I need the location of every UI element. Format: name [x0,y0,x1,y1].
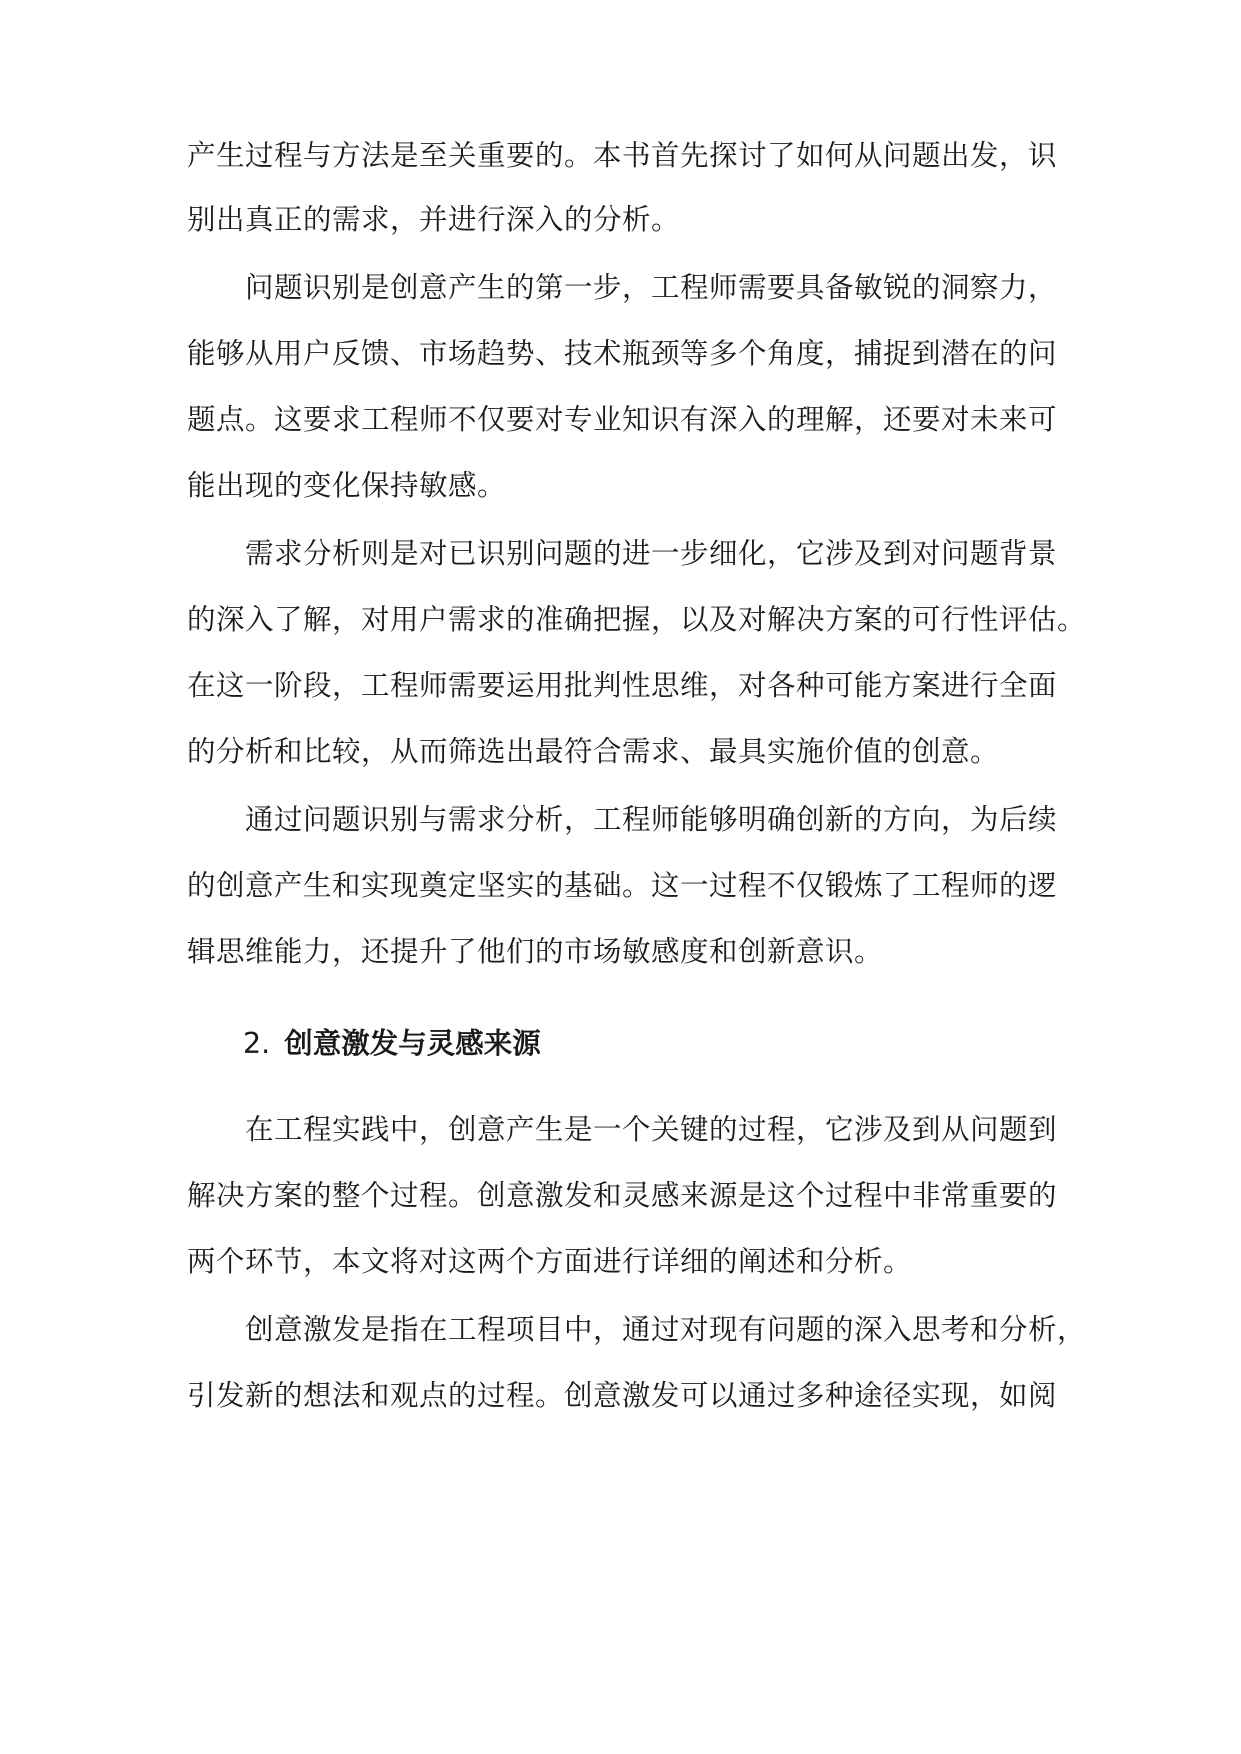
paragraph-line: 辑思维能力，还提升了他们的市场敏感度和创新意识。 [187,935,884,968]
paragraph-line: 题点。这要求工程师不仅要对专业知识有深入的理解，还要对未来可 [187,403,1058,436]
paragraph-line: 能够从用户反馈、市场趋势、技术瓶颈等多个角度，捕捉到潜在的问 [187,337,1058,370]
paragraph-line: 两个环节，本文将对这两个方面进行详细的阐述和分析。 [187,1245,913,1278]
paragraph-line: 在这一阶段，工程师需要运用批判性思维，对各种可能方案进行全面 [187,669,1058,702]
paragraph-line: 的分析和比较，从而筛选出最符合需求、最具实施价值的创意。 [187,735,1000,768]
paragraph-line: 别出真正的需求，并进行深入的分析。 [187,203,681,236]
paragraph-line: 需求分析则是对已识别问题的进一步细化，它涉及到对问题背景 [245,537,1058,570]
paragraph-line: 问题识别是创意产生的第一步，工程师需要具备敏锐的洞察力， [245,271,1058,304]
paragraph-line: 引发新的想法和观点的过程。创意激发可以通过多种途径实现，如阅 [187,1379,1058,1412]
paragraph-line: 产生过程与方法是至关重要的。本书首先探讨了如何从问题出发，识 [187,139,1058,172]
paragraph-line: 的深入了解，对用户需求的准确把握，以及对解决方案的可行性评估。 [187,603,1087,636]
paragraph-line: 解决方案的整个过程。创意激发和灵感来源是这个过程中非常重要的 [187,1179,1058,1212]
paragraph-line: 通过问题识别与需求分析，工程师能够明确创新的方向，为后续 [245,803,1058,836]
paragraph-line: 能出现的变化保持敏感。 [187,469,507,502]
paragraph-line: 在工程实践中，创意产生是一个关键的过程，它涉及到从问题到 [245,1113,1058,1146]
section-number: 2. [243,1027,271,1060]
paragraph-line: 创意激发是指在工程项目中，通过对现有问题的深入思考和分析， [245,1313,1087,1346]
paragraph-line: 的创意产生和实现奠定坚实的基础。这一过程不仅锻炼了工程师的逻 [187,869,1058,902]
section-heading [243,1024,541,1064]
section-title: 创意激发与灵感来源 [284,1027,541,1060]
